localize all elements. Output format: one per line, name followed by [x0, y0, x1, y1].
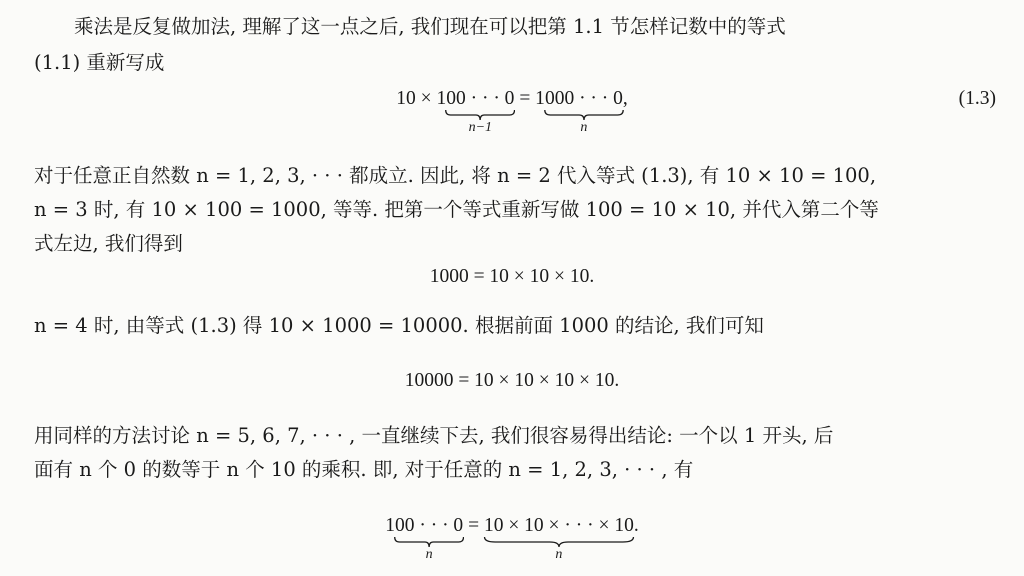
paragraph-1-line-1: 乘法是反复做加法, 理解了这一点之后, 我们现在可以把第 1.1 节怎样记数中的等式 [74, 15, 786, 38]
eq13-lhs-sub: n−1 [468, 120, 493, 135]
eqc-lhs-underbrace [394, 513, 464, 562]
paragraph-2-line-2: n = 3 时, 有 10 × 100 = 1000, 等等. 把第一个等式重新写做 100 = 10 × 10, 并代入第二个等 [34, 198, 879, 221]
equation-number: (1.3) [958, 88, 996, 109]
eq13-lhs-underbrace [446, 86, 515, 135]
eqc-rhs-suffix: . [633, 515, 639, 536]
equation-a: 1000 = 10 × 10 × 10. [429, 266, 595, 287]
eq13-rhs-sub: n [580, 120, 588, 135]
eq13-rhs-underbrace [544, 86, 623, 135]
paragraph-2-line-1: 对于任意正自然数 n = 1, 2, 3, · · · 都成立. 因此, 将 n = 2 代入等式 (1.3), 有 10 × 10 = 100, [34, 164, 877, 187]
eqc-lhs-braced: 00 · · · 0 [394, 515, 464, 536]
equation-c [0, 513, 1024, 562]
eq13-rhs-suffix: , [622, 88, 628, 109]
equation-1-3 [0, 86, 1024, 135]
eqc-rhs-braced: 10 × 10 × · · · × 10 [483, 515, 634, 536]
paragraph-4-line-2: 面有 n 个 0 的数等于 n 个 10 的乘积. 即, 对于任意的 n = 1, 2, 3, · · · , 有 [34, 458, 694, 481]
paragraph-4-line-1: 用同样的方法讨论 n = 5, 6, 7, · · · , 一直继续下去, 我们很容易得出结论: 一个以 1 开头, 后 [34, 424, 834, 447]
eqc-lhs-sub: n [425, 547, 433, 562]
eqc-mid: = [463, 515, 484, 536]
paragraph-3-line-1: n = 4 时, 由等式 (1.3) 得 10 × 1000 = 10000. 根据前面 1000 的结论, 我们可知 [34, 314, 764, 337]
equation-b: 10000 = 10 × 10 × 10 × 10. [404, 370, 620, 391]
eq13-rhs-braced: 000 · · · 0 [544, 88, 623, 109]
paragraph-1-line-2: (1.1) 重新写成 [34, 51, 165, 74]
eqc-lhs-prefix: 1 [385, 515, 395, 536]
eq13-lhs-braced: 00 · · · 0 [446, 88, 515, 109]
eqc-rhs-underbrace [483, 513, 634, 562]
eq13-mid: = 1 [514, 88, 545, 109]
eqc-rhs-sub: n [555, 547, 563, 562]
eq13-lhs-prefix: 10 × 1 [396, 88, 447, 109]
paragraph-2-line-3: 式左边, 我们得到 [34, 232, 183, 255]
